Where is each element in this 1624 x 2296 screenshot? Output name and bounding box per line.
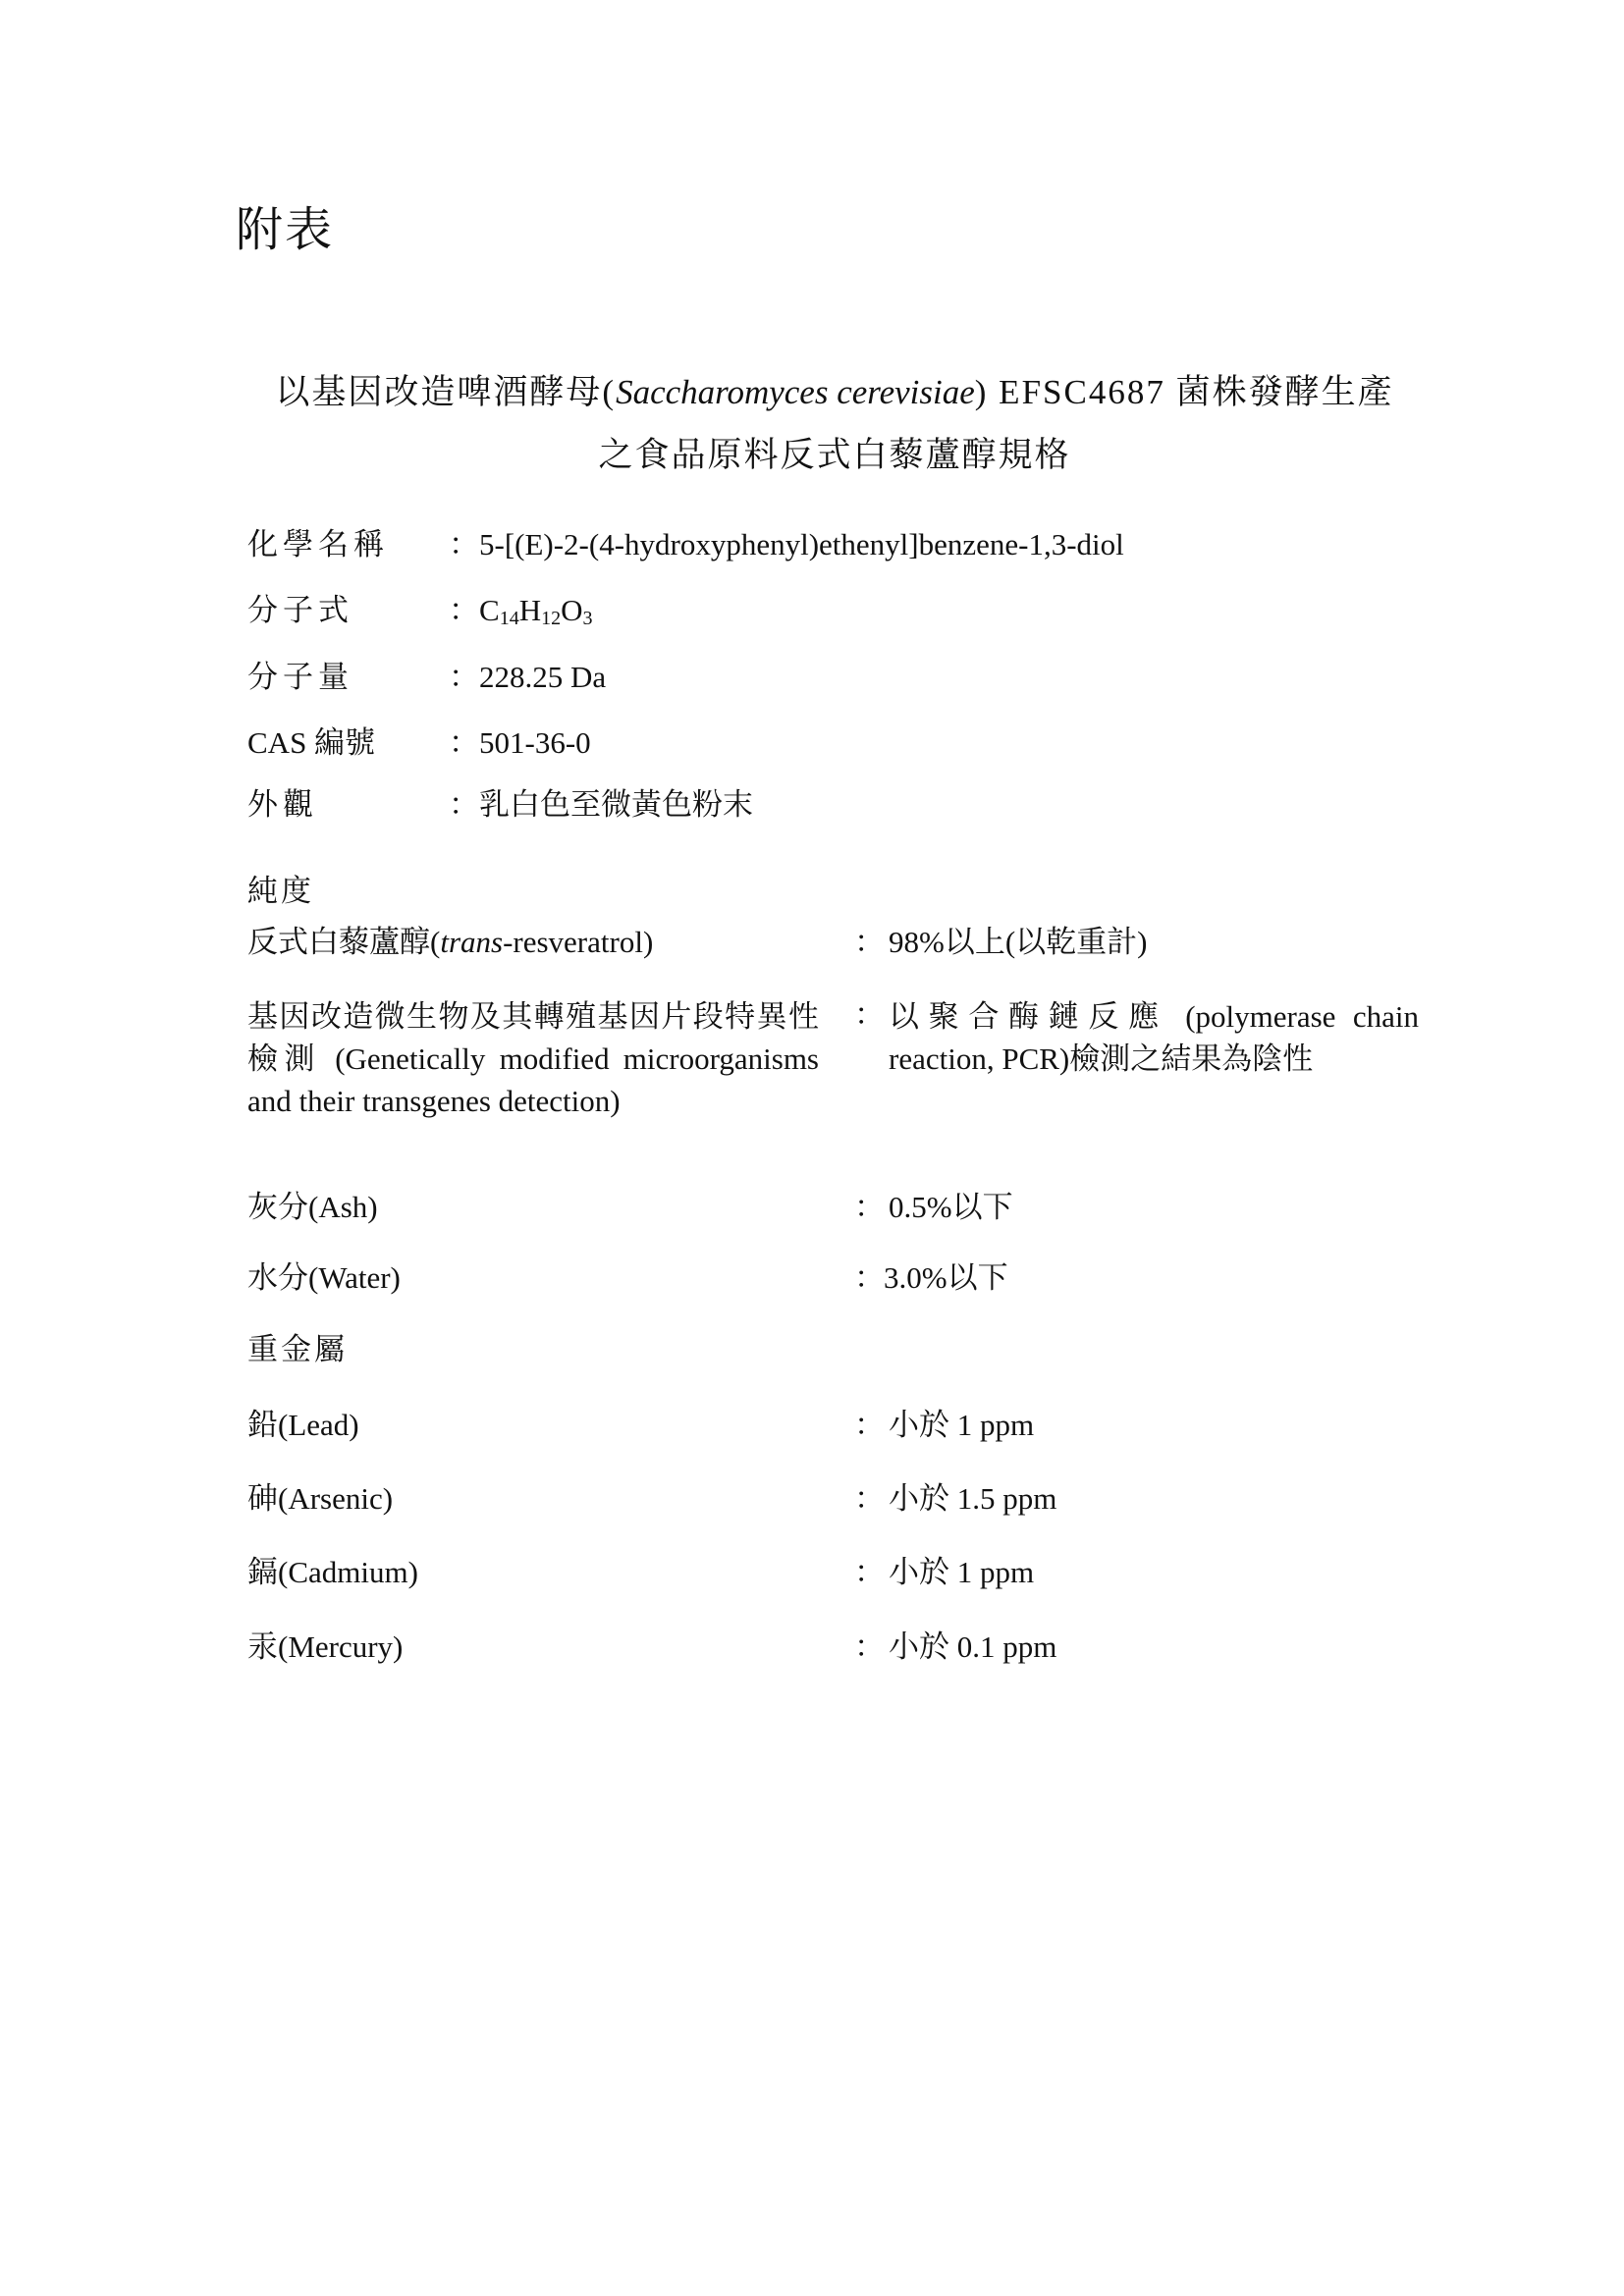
title-species: Saccharomyces cerevisiae — [616, 373, 975, 411]
property-formula — [247, 591, 592, 630]
spec-value-ash: 0.5%以下 — [889, 1190, 1013, 1224]
formula-o-count: 3 — [582, 608, 593, 629]
spec-value-arsenic: 小於 1.5 ppm — [889, 1481, 1057, 1516]
spec-colon: ： — [854, 1555, 885, 1589]
property-label: 外觀 — [247, 787, 318, 822]
property-molecular-weight — [247, 658, 606, 697]
spec-label-arsenic: 砷(Arsenic) — [247, 1481, 394, 1516]
property-value: ：5-[(E)-2-(4-hydroxyphenyl)ethenyl]benzene-1,3-diol — [449, 527, 1124, 561]
spec-value-lead: 小於 1 ppm — [889, 1408, 1035, 1442]
title-suffix: ) EFSC4687 菌株發酵生產 — [974, 373, 1394, 411]
property-value — [449, 591, 592, 630]
title-line-1 — [236, 361, 1434, 424]
title-prefix: 以基因改造啤酒酵母( — [275, 373, 617, 411]
spec-label-trans-resveratrol — [247, 923, 819, 962]
spec-value-water: 3.0%以下 — [884, 1260, 1008, 1295]
spec-label-cadmium: 鎘(Cadmium) — [247, 1555, 418, 1589]
property-appearance — [247, 785, 753, 825]
spec-value-mercury: 小於 0.1 ppm — [889, 1629, 1057, 1664]
spec-colon: ： — [854, 1629, 885, 1664]
spec-label-italic: trans — [440, 925, 504, 959]
spec-label-mercury: 汞(Mercury) — [247, 1629, 404, 1664]
property-value: ：228.25 Da — [449, 660, 607, 694]
spec-colon: ： — [854, 1481, 885, 1516]
spec-label-ash: 灰分(Ash) — [247, 1190, 378, 1224]
property-label: 分子式 — [247, 593, 353, 627]
spec-value-gmo-detection: 以聚合酶鏈反應 (polymerase chain reaction, PCR)檢測之結果為陰性 — [889, 999, 1419, 1076]
attachment-label: 附表 — [236, 204, 335, 256]
spec-colon: ： — [854, 1408, 885, 1442]
document-title — [236, 361, 1434, 487]
property-label: 化學名稱 — [247, 527, 389, 561]
heavy-metals-heading: 重金屬 — [247, 1332, 348, 1366]
formula-o: O — [561, 593, 583, 627]
spec-value-cadmium: 小於 1 ppm — [889, 1555, 1035, 1589]
property-value: ：乳白色至微黃色粉末 — [449, 787, 753, 822]
spec-label-gmo-detection: 基因改造微生物及其轉殖基因片段特異性檢測 (Genetically modified microorganisms and their transgenes detection) — [247, 999, 819, 1118]
formula-h-count: 12 — [541, 608, 562, 629]
formula-c-count: 14 — [499, 608, 519, 629]
spec-label-lead: 鉛(Lead) — [247, 1408, 359, 1442]
property-value: ：501-36-0 — [449, 725, 591, 760]
spec-colon: ： — [854, 997, 885, 1032]
spec-label-water: 水分(Water) — [247, 1260, 401, 1295]
property-label: 分子量 — [247, 660, 353, 694]
spec-colon: ： — [854, 1190, 885, 1224]
spec-label-suffix: -resveratrol) — [503, 925, 654, 959]
property-chemical-name — [247, 525, 1124, 564]
purity-heading: 純度 — [247, 874, 314, 908]
spec-colon: ： — [854, 925, 885, 959]
formula-c: ：C — [449, 593, 500, 627]
property-cas-number — [247, 723, 591, 763]
formula-h: H — [518, 593, 542, 627]
property-label: CAS 編號 — [247, 725, 376, 760]
title-line-2: 之食品原料反式白藜蘆醇規格 — [598, 436, 1071, 474]
spec-value-trans-resveratrol: 98%以上(以乾重計) — [889, 925, 1148, 959]
spec-label-prefix: 反式白藜蘆醇( — [247, 925, 441, 959]
spec-colon: ： — [854, 1260, 885, 1295]
